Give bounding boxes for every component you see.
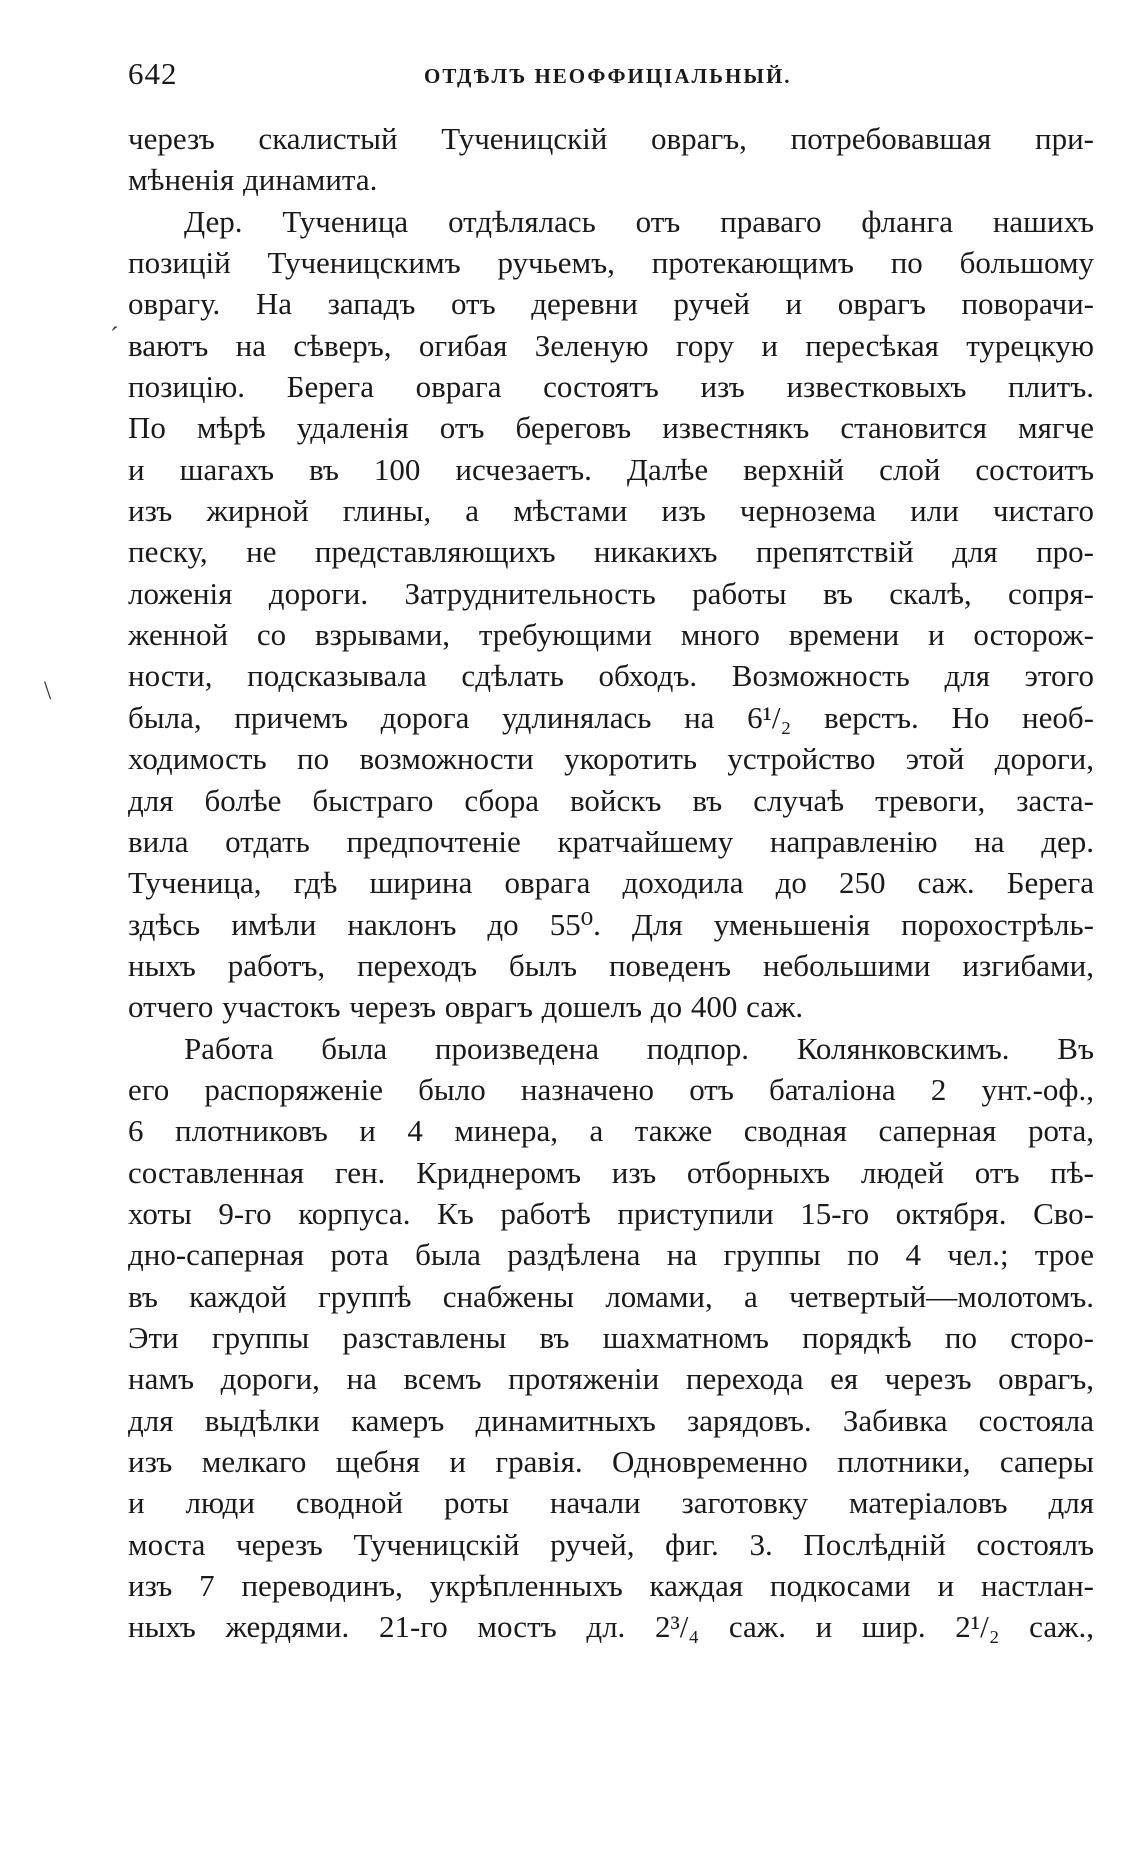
- text-line: позицій Тученицскимъ ручьемъ, протекающимъ по большому: [128, 245, 1094, 281]
- text-line: ходимость по возможности укоротить устройство этой дороги,: [128, 741, 1094, 777]
- text-line: была, причемъ дорога удлинялась на 6¹/₂ верстъ. Но необ-: [128, 699, 1094, 735]
- text-line: въ каждой группѣ снабжены ломами, а четвертый—молотомъ.: [128, 1278, 1094, 1314]
- text-line: Работа была произведена подпор. Колянковскимъ. Въ: [184, 1030, 1094, 1066]
- text-line: черезъ скалистый Тученицскій оврагъ, потребовавшая при-: [128, 121, 1094, 156]
- paragraph-1: [128, 118, 1094, 201]
- paragraph-3: [128, 1028, 1094, 1648]
- text-line: здѣсь имѣли наклонъ до 55⁰. Для уменьшенія порохострѣль-: [128, 906, 1094, 942]
- text-line: и шагахъ въ 100 исчезаетъ. Далѣе верхній слой состоитъ: [128, 451, 1094, 487]
- text-line: для выдѣлки камеръ динамитныхъ зарядовъ. Забивка состояла: [128, 1402, 1094, 1438]
- margin-mark: ´: [110, 322, 119, 351]
- text-line: для болѣе быстраго сбора войскъ въ случаѣ тревоги, заста-: [128, 782, 1094, 818]
- text-line: песку, не представляющихъ никакихъ препятствій для про-: [128, 534, 1094, 570]
- text-line: дно-саперная рота была раздѣлена на группы по 4 чел.; трое: [128, 1237, 1094, 1273]
- text-line: и люди сводной роты начали заготовку матеріаловъ для: [128, 1485, 1094, 1521]
- running-head: ОТДѢЛЪ НЕОФФИЦІАЛЬНЫЙ.: [424, 64, 792, 88]
- text-line: изъ 7 переводинъ, укрѣпленныхъ каждая подкосами и настлан-: [128, 1568, 1094, 1604]
- text-line: изъ мелкаго щебня и гравія. Одновременно плотники, саперы: [128, 1444, 1094, 1479]
- text-line: хоты 9-го корпуса. Къ работѣ приступили 15-го октября. Сво-: [128, 1195, 1094, 1231]
- text-line: 6 плотниковъ и 4 минера, а также сводная саперная рота,: [128, 1113, 1094, 1149]
- text-line: изъ жирной глины, а мѣстами изъ чернозема или чистаго: [128, 493, 1094, 529]
- text-line: ныхъ работъ, переходъ былъ поведенъ небольшими изгибами,: [128, 947, 1094, 983]
- text-line: моста черезъ Тученицскій ручей, фиг. 3. Послѣдній состоялъ: [128, 1526, 1094, 1562]
- text-line: ваютъ на сѣверъ, огибая Зеленую гору и пересѣкая турецкую: [128, 327, 1094, 363]
- page-header: [128, 50, 1098, 100]
- text-line: намъ дороги, на всемъ протяженіи перехода ея черезъ оврагъ,: [128, 1361, 1094, 1397]
- text-line: женной со взрывами, требующими много времени и осторож-: [128, 617, 1094, 653]
- text-line: Эти группы разставлены въ шахматномъ порядкѣ по сторо-: [128, 1319, 1094, 1355]
- text-line: ложенія дороги. Затруднительность работы въ скалѣ, сопря-: [128, 575, 1094, 611]
- text-line: Тученица, гдѣ ширина оврага доходила до 250 саж. Берега: [128, 865, 1094, 901]
- text-line: ности, подсказывала сдѣлать обходъ. Возможность для этого: [128, 658, 1094, 694]
- text-line: мѣненія динамита.: [128, 162, 378, 198]
- text-line: составленная ген. Криднеромъ изъ отборныхъ людей отъ пѣ-: [128, 1154, 1094, 1190]
- text-line: ныхъ жердями. 21-го мостъ дл. 2³/₄ саж. и шир. 2¹/₂ саж.,: [128, 1609, 1094, 1645]
- text-line: отчего участокъ черезъ оврагъ дошелъ до 400 саж.: [128, 989, 804, 1025]
- text-line: его распоряженіе было назначено отъ баталіона 2 унт.-оф.,: [128, 1071, 1094, 1107]
- text-line: позицію. Берега оврага состоятъ изъ известковыхъ плитъ.: [128, 369, 1094, 405]
- text-line: вила отдать предпочтеніе кратчайшему направленію на дер.: [128, 823, 1094, 859]
- text-line: Дер. Тученица отдѣлялась отъ праваго фланга нашихъ: [184, 203, 1094, 239]
- text-line: По мѣрѣ удаленія отъ береговъ известнякъ становится мягче: [128, 410, 1094, 446]
- text-line: оврагу. На западъ отъ деревни ручей и оврагъ поворачи-: [128, 286, 1094, 322]
- body-text: [128, 118, 1094, 1648]
- margin-mark: \: [44, 676, 52, 705]
- paragraph-2: [128, 201, 1094, 1028]
- page-number: 642: [128, 56, 178, 91]
